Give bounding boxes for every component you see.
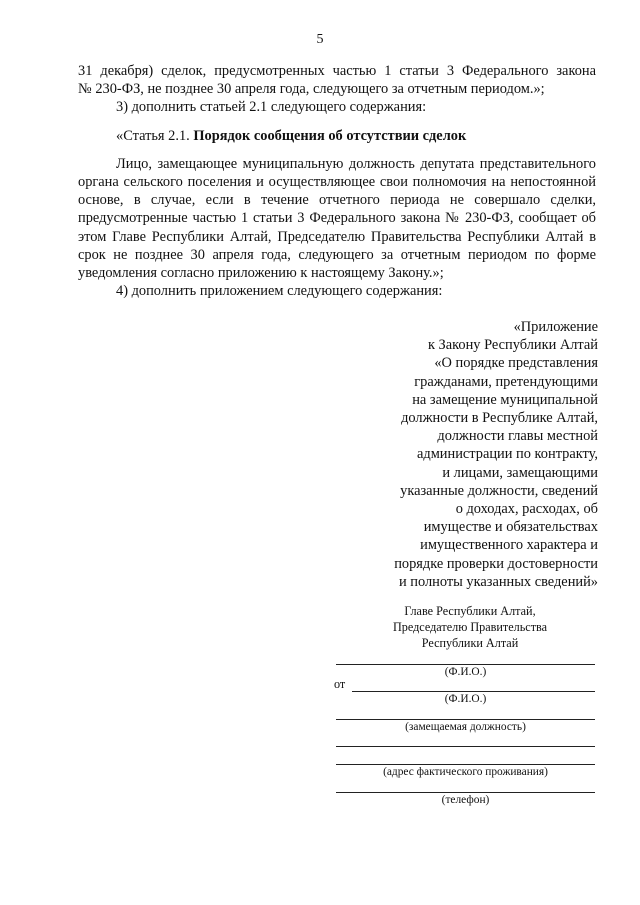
paragraph-line: № 230-ФЗ, не позднее 30 апреля года, следующего за отчетным периодом.»; — [78, 81, 545, 98]
appendix-line: указанные должности, сведений — [400, 482, 598, 499]
appendix-line: порядке проверки достоверности — [394, 555, 598, 572]
appendix-line: «Приложение — [513, 319, 598, 335]
addressee-block — [345, 603, 595, 651]
caption-phone: (телефон) — [441, 794, 490, 806]
appendix-line: к Закону Республики Алтай — [427, 337, 598, 354]
appendix-line: должности главы местной — [437, 428, 598, 445]
article-title: Порядок сообщения об отсутствии сделок — [193, 127, 467, 144]
appendix-line: администрации по контракту, — [416, 446, 598, 463]
item-4: 4) дополнить приложением следующего содержания: — [116, 283, 443, 300]
form-line-address-1[interactable] — [336, 746, 595, 747]
form-line-recipient-name[interactable] — [336, 664, 595, 665]
form-line-sender-name[interactable] — [352, 691, 595, 692]
appendix-line: имуществе и обязательствах — [423, 519, 598, 536]
appendix-line: и лицами, замещающими — [442, 464, 598, 481]
appendix-line: «О порядке представления — [434, 355, 598, 372]
caption-position: (замещаемая должность) — [405, 721, 526, 733]
addressee-line: Республики Алтай — [421, 636, 519, 650]
from-label: от — [334, 677, 346, 691]
appendix-line: о доходах, расходах, об — [455, 501, 598, 518]
appendix-line: и полноты указанных сведений» — [398, 573, 598, 590]
caption-fio: (Ф.И.О.) — [444, 666, 487, 678]
article-text: Лицо, замещающее муниципальную должность депутата представительного органа сельского поселения и осуществляющее свои полномочия на непостоянной основе, в случае, если в течение отчетного периода не совершало сделки, предусмотренные частью 1 статьи 3 Федерального закона № 230-ФЗ, сообщает об этом Главе Республики Алтай, Председателю Правительства Республики Алтай в срок не позднее 30 апреля года, следующего за отчетным периодом по форме уведомления согласно приложению к настоящему Закону.»; — [78, 155, 596, 282]
form-line-phone[interactable] — [336, 792, 595, 793]
paragraph-line: 31 декабря) сделок, предусмотренных частью 1 статьи 3 Федерального закона — [78, 63, 596, 79]
appendix-line: должности в Республике Алтай, — [401, 410, 598, 427]
document-body — [78, 62, 596, 300]
item-3: 3) дополнить статьей 2.1 следующего содержания: — [116, 99, 427, 116]
appendix-line: на замещение муниципальной — [412, 391, 598, 408]
appendix-line: гражданами, претендующими — [414, 373, 598, 390]
caption-address: (адрес фактического проживания) — [383, 766, 548, 778]
form-line-address-2[interactable] — [336, 764, 595, 765]
article-prefix: «Статья 2.1. — [116, 127, 194, 144]
form-line-position[interactable] — [336, 719, 595, 720]
appendix-line: имущественного характера и — [420, 537, 598, 554]
addressee-line: Главе Республики Алтай, — [404, 604, 536, 618]
addressee-line: Председателю Правительства — [392, 620, 548, 634]
article-heading — [78, 127, 596, 145]
page-number: 5 — [316, 32, 324, 47]
caption-fio: (Ф.И.О.) — [444, 693, 487, 705]
appendix-header — [338, 318, 598, 591]
